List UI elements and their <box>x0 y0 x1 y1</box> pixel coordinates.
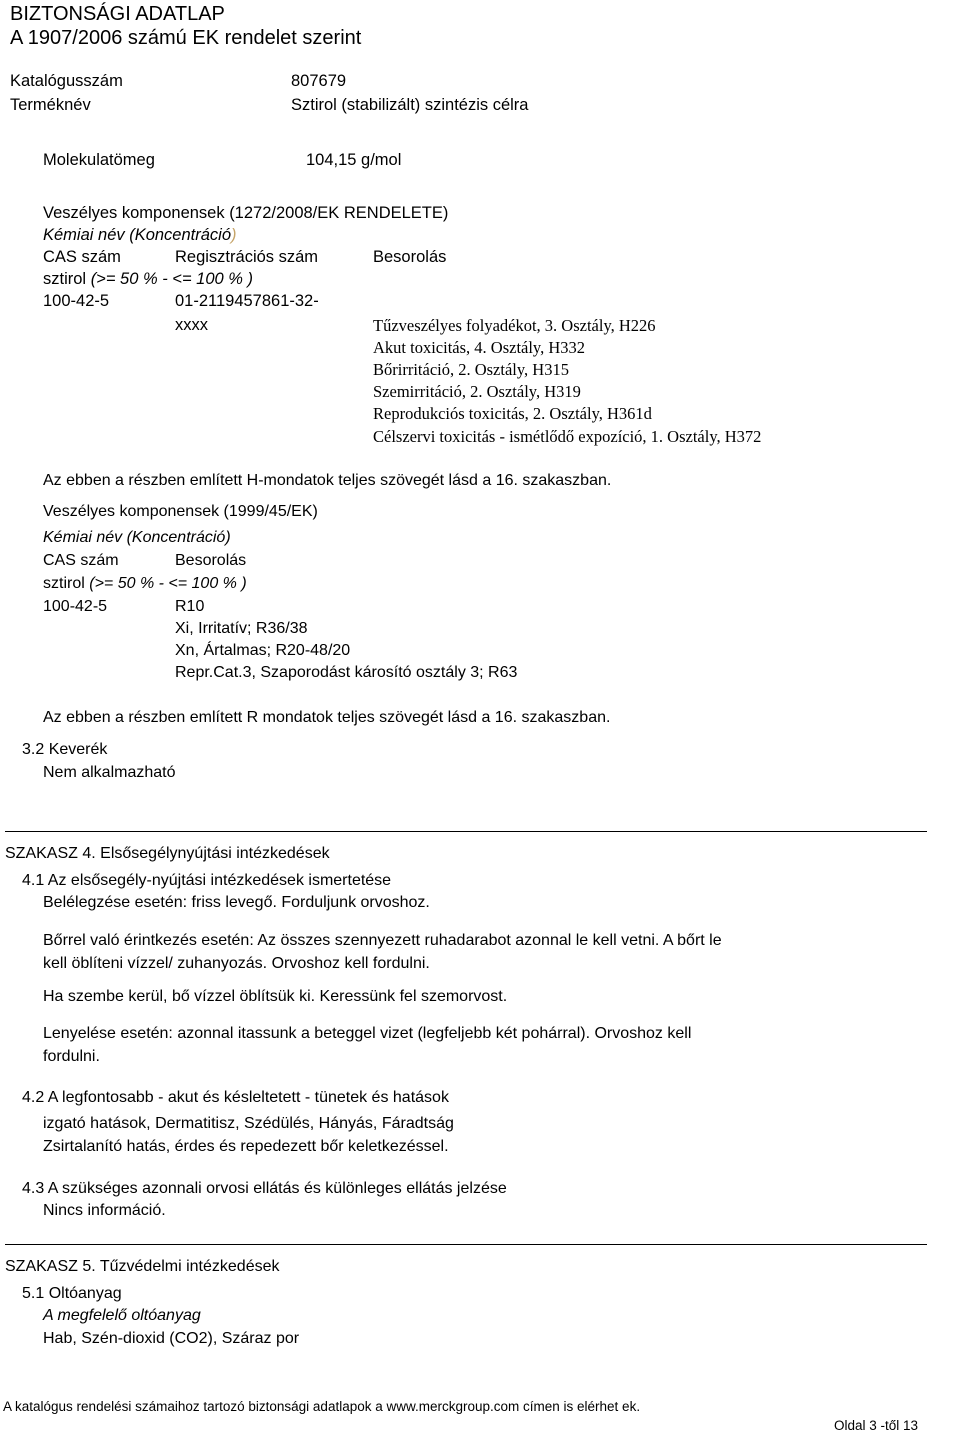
suitable-media-label: A megfelelő oltóanyag <box>43 1307 201 1324</box>
product-value: Sztirol (stabilizált) szintézis célra <box>291 96 529 114</box>
registration-number: 01-2119457861-32- <box>175 292 319 310</box>
mixture-text: Nem alkalmazható <box>43 764 176 781</box>
cas-number: 100-42-5 <box>43 292 110 310</box>
section-4-2-heading: 4.2 A legfontosabb - akut és késleltetett - tünetek és hatások <box>22 1089 449 1106</box>
col-classification: Besorolás <box>175 552 247 569</box>
classification-line: Szemirritáció, 2. Osztály, H319 <box>373 382 581 401</box>
cas-number: 100-42-5 <box>43 598 108 615</box>
r-classification: Xi, Irritatív; R36/38 <box>175 620 308 637</box>
r-statements-note: Az ebben a részben említett R mondatok teljes szövegét lásd a 16. szakaszban. <box>43 709 611 726</box>
hazard-1999-heading: Veszélyes komponensek (1999/45/EK) <box>43 503 318 520</box>
section-4-3-heading: 4.3 A szükséges azonnali orvosi ellátás és különleges ellátás jelzése <box>22 1180 507 1197</box>
classification-line: Célszervi toxicitás - ismétlődő expozíció, 1. Osztály, H372 <box>373 427 762 446</box>
skin-contact-text: Bőrrel való érintkezés esetén: Az összes szennyezett ruhadarabot azonnal le kell vetni. A bőrt le kell öblíteni vízzel/ zuhanyozás. Orvoshoz kell fordulni. <box>43 932 722 972</box>
hazard-1272-heading: Veszélyes komponensek (1272/2008/EK RENDELETE) <box>43 204 449 222</box>
chem-name-label: Kémiai név (Koncentráció) <box>43 529 231 546</box>
footer-note: A katalógus rendelési számaihoz tartozó biztonsági adatlapok a www.merckgroup.com címen is elérhet ek. <box>3 1399 641 1414</box>
section-divider <box>5 1244 927 1245</box>
symptoms-text: izgató hatások, Dermatitisz, Szédülés, Hányás, Fáradtság Zsirtalanító hatás, érdes és repedezett bőr keletkezéssel. <box>43 1115 454 1155</box>
molecular-weight-label: Molekulatömeg <box>43 151 155 169</box>
regulation-subtitle: A 1907/2006 számú EK rendelet szerint <box>10 27 362 49</box>
catalog-value: 807679 <box>291 72 347 90</box>
col-classification: Besorolás <box>373 248 447 266</box>
suitable-media-text: Hab, Szén-dioxid (CO2), Száraz por <box>43 1330 300 1347</box>
col-cas: CAS szám <box>43 552 119 569</box>
classification-line: Tűzveszélyes folyadékot, 3. Osztály, H226 <box>373 316 656 335</box>
product-label: Terméknév <box>10 96 91 114</box>
col-cas: CAS szám <box>43 248 121 266</box>
catalog-label: Katalógusszám <box>10 72 123 90</box>
r-classification: Xn, Ártalmas; R20-48/20 <box>175 642 351 659</box>
inhalation-text: Belélegzése esetén: friss levegő. Forduljunk orvoshoz. <box>43 894 430 911</box>
ingestion-text: Lenyelése esetén: azonnal itassunk a beteggel vizet (legfeljebb két pohárral). Orvoshoz kell fordulni. <box>43 1025 692 1065</box>
substance-row: sztirol (>= 50 % - <= 100 % ) <box>43 270 254 288</box>
section-5-1-heading: 5.1 Oltóanyag <box>22 1285 122 1302</box>
registration-number-cont: xxxx <box>175 316 208 334</box>
section-4-1-heading: 4.1 Az elsősegély-nyújtási intézkedések ismertetése <box>22 872 392 889</box>
medical-info-text: Nincs információ. <box>43 1202 166 1219</box>
classification-line: Reprodukciós toxicitás, 2. Osztály, H361d <box>373 404 652 423</box>
mixture-heading: 3.2 Keverék <box>22 741 108 758</box>
section-4-heading: SZAKASZ 4. Elsősegélynyújtási intézkedések <box>5 845 330 862</box>
section-divider <box>5 831 927 832</box>
substance-row: sztirol (>= 50 % - <= 100 % ) <box>43 575 247 592</box>
classification-line: Akut toxicitás, 4. Osztály, H332 <box>373 338 586 357</box>
r-classification: Repr.Cat.3, Szaporodást károsító osztály 3; R63 <box>175 664 518 681</box>
section-5-heading: SZAKASZ 5. Tűzvédelmi intézkedések <box>5 1258 280 1275</box>
chem-name-label: Kémiai név (Koncentráció) <box>43 226 237 244</box>
h-statements-note: Az ebben a részben említett H-mondatok teljes szövegét lásd a 16. szakaszban. <box>43 472 612 489</box>
col-registration: Regisztrációs szám <box>175 248 319 266</box>
r-classification: R10 <box>175 598 205 615</box>
document-title: BIZTONSÁGI ADATLAP <box>10 3 225 25</box>
molecular-weight-value: 104,15 g/mol <box>306 151 402 169</box>
eye-contact-text: Ha szembe kerül, bő vízzel öblítsük ki. Keressünk fel szemorvost. <box>43 988 508 1005</box>
page-number: Oldal 3 -től 13 <box>834 1418 919 1433</box>
classification-line: Bőrirritáció, 2. Osztály, H315 <box>373 360 569 379</box>
